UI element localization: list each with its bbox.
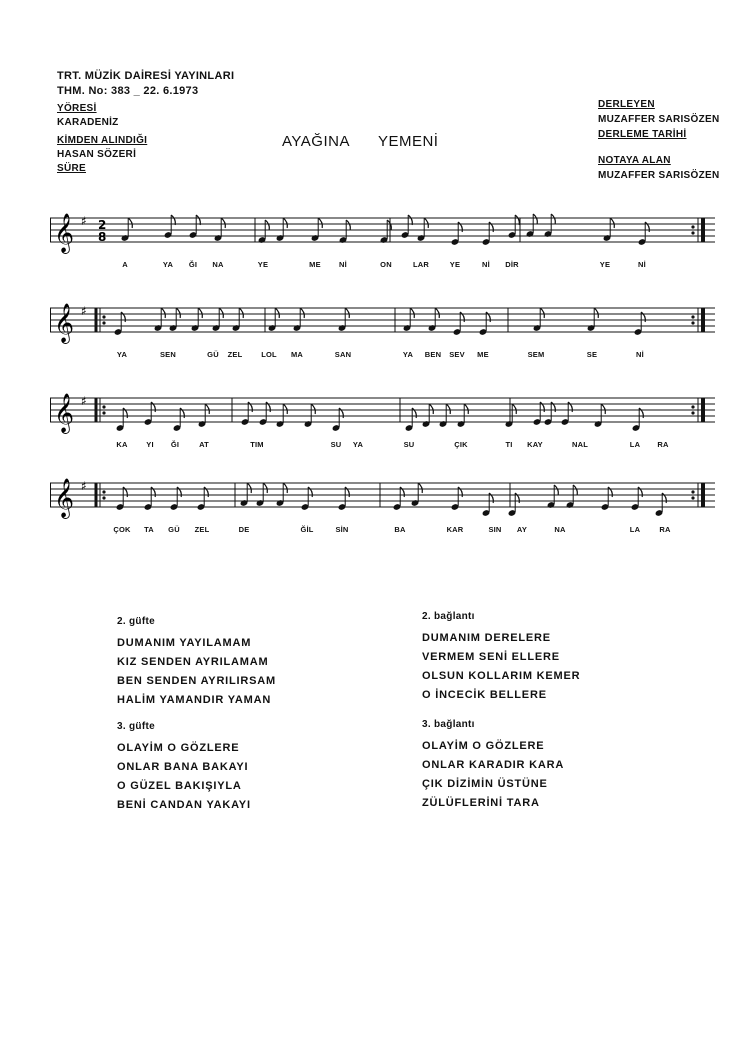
verse-line: OLAYİM O GÖZLERE	[117, 742, 240, 754]
note-flag	[128, 218, 132, 228]
lyric-syllable: SIN	[488, 525, 502, 534]
lyric-syllable: BEN	[424, 350, 442, 359]
time-signature-denominator: 8	[98, 230, 107, 244]
lyric-syllable: ZEL	[227, 350, 243, 359]
music-staff	[50, 475, 715, 523]
lyric-syllable: TI	[505, 440, 513, 449]
compiler-label: DERLEYEN	[598, 99, 655, 110]
verse-line: DUMANIM YAYILAMAM	[117, 637, 252, 649]
note-flag	[283, 218, 287, 228]
lyric-syllable: KA	[116, 440, 128, 449]
lyric-syllable: MA	[290, 350, 304, 359]
note-flag	[283, 404, 287, 414]
note-flag	[318, 218, 322, 228]
note-flag	[610, 218, 614, 228]
repeat-dot	[691, 225, 694, 228]
lyric-syllable: RA	[659, 525, 671, 534]
lyric-syllable: YA	[116, 350, 128, 359]
verse-line: ÇIK DİZİMİN ÜSTÜNE	[422, 778, 548, 790]
note-flag	[283, 483, 287, 493]
lyric-syllable: LA	[629, 525, 641, 534]
verse-line: O İNCECİK BELLERE	[422, 689, 547, 701]
lyric-syllable: Nİ	[339, 260, 347, 269]
repeat-dot	[691, 490, 694, 493]
note-flag	[551, 214, 555, 224]
key-sharp-icon: ♯	[81, 214, 87, 228]
lyric-syllable: AY	[516, 525, 528, 534]
lyric-syllable: KAR	[446, 525, 464, 534]
compile-date-label: DERLEME TARİHİ	[598, 129, 687, 140]
repeat-dot	[691, 321, 694, 324]
note-flag	[176, 308, 180, 318]
note-flag	[345, 308, 349, 318]
lyric-syllable: NA	[554, 525, 566, 534]
lyric-row	[50, 440, 715, 452]
note-flag	[205, 404, 209, 414]
lyric-syllable: NA	[212, 260, 224, 269]
note-flag	[573, 485, 577, 495]
note-flag	[239, 308, 243, 318]
publisher-line: TRT. MÜZİK DAİRESİ YAYINLARI	[57, 70, 235, 82]
note-flag	[221, 218, 225, 228]
verse-line: BENİ CANDAN YAKAYI	[117, 799, 251, 811]
key-sharp-icon: ♯	[81, 479, 87, 493]
lyric-syllable: ME	[477, 350, 489, 359]
lyric-syllable: LOL	[261, 350, 277, 359]
verse-line: ONLAR KARADIR KARA	[422, 759, 565, 771]
note-flag	[594, 308, 598, 318]
treble-clef-icon: 𝄞	[54, 213, 75, 253]
note-flag	[512, 404, 516, 414]
lyric-syllable: SU	[330, 440, 342, 449]
staff-system-4	[50, 475, 715, 545]
time-signature-numerator: 2	[98, 218, 107, 232]
music-staff	[50, 300, 715, 348]
key-sharp-icon: ♯	[81, 394, 87, 408]
verse-line: ZÜLÜFLERİNİ TARA	[422, 797, 540, 809]
verse-line: KIZ SENDEN AYRILAMAM	[117, 656, 269, 668]
lyric-syllable: SAN	[334, 350, 352, 359]
lyric-syllable: BA	[394, 525, 406, 534]
repeat-dot	[102, 496, 105, 499]
verse-block	[422, 715, 564, 813]
song-title	[282, 133, 466, 150]
note-flag	[247, 483, 251, 493]
repeat-dot	[691, 405, 694, 408]
treble-clef-icon: 𝄞	[54, 303, 75, 343]
repeat-dot	[102, 315, 105, 318]
verse-line: DUMANIM DERELERE	[422, 632, 551, 644]
note-flag	[446, 404, 450, 414]
note-flag	[275, 308, 279, 318]
verse-block	[422, 607, 580, 705]
staff-system-2	[50, 300, 715, 370]
lyric-syllable: ÇIK	[454, 440, 468, 449]
lyric-syllable: ĞI	[170, 440, 180, 449]
verse-heading: 3. bağlantı	[422, 719, 475, 730]
lyric-syllable: Nİ	[482, 260, 490, 269]
verse-line: ONLAR BANA BAKAYI	[117, 761, 249, 773]
staff-system-1	[50, 210, 715, 280]
repeat-dot	[691, 231, 694, 234]
note-flag	[554, 485, 558, 495]
source-value: HASAN SÖZERİ	[57, 149, 137, 160]
note-flag	[533, 214, 537, 224]
notation-value: MUZAFFER SARISÖZEN	[598, 170, 720, 181]
lyric-syllable: NAL	[571, 440, 589, 449]
lyric-syllable: YA	[162, 260, 174, 269]
lyric-syllable: LAR	[412, 260, 430, 269]
lyric-syllable: YE	[599, 260, 611, 269]
repeat-dot	[102, 490, 105, 493]
verse-line: HALİM YAMANDIR YAMAN	[117, 694, 272, 706]
music-staff	[50, 390, 715, 438]
lyric-syllable: GÜ	[168, 525, 180, 534]
lyric-syllable: ĞİL	[300, 525, 314, 534]
verse-heading: 2. bağlantı	[422, 611, 475, 622]
verse-line: VERMEM SENİ ELLERE	[422, 651, 560, 663]
note-flag	[161, 308, 165, 318]
region-value: KARADENİZ	[57, 117, 119, 128]
lyric-syllable: GÜ	[207, 350, 219, 359]
verse-line: BEN SENDEN AYRILIRSAM	[117, 675, 277, 687]
lyric-syllable: RA	[657, 440, 669, 449]
verse-line: O GÜZEL BAKIŞIYLA	[117, 780, 242, 792]
notation-label: NOTAYA ALAN	[598, 155, 671, 166]
repeat-dot	[102, 321, 105, 324]
note-flag	[219, 308, 223, 318]
lyric-syllable: SU	[403, 440, 415, 449]
note-flag	[198, 308, 202, 318]
verse-block	[117, 612, 276, 710]
treble-clef-icon: 𝄞	[54, 478, 75, 518]
lyric-syllable: ĞI	[188, 260, 198, 269]
lyric-syllable: A	[122, 260, 128, 269]
compiler-value: MUZAFFER SARISÖZEN	[598, 114, 720, 125]
verse-block	[117, 717, 251, 815]
repeat-dot	[691, 496, 694, 499]
lyric-syllable: ZEL	[194, 525, 210, 534]
title-word: AYAĞINA	[282, 133, 350, 150]
note-flag	[435, 308, 439, 318]
note-flag	[418, 483, 422, 493]
verse-heading: 2. güfte	[117, 616, 155, 627]
lyric-syllable: Nİ	[636, 350, 644, 359]
lyric-syllable: YI	[146, 440, 154, 449]
lyric-syllable: TA	[144, 525, 154, 534]
note-flag	[346, 220, 350, 230]
lyric-syllable: SEM	[527, 350, 545, 359]
repeat-dot	[102, 411, 105, 414]
lyric-syllable: DE	[238, 525, 250, 534]
note-flag	[464, 404, 468, 414]
lyric-syllable: KAY	[527, 440, 543, 449]
lyric-syllable: ÇOK	[113, 525, 131, 534]
note-flag	[429, 404, 433, 414]
lyric-row	[50, 350, 715, 362]
lyric-syllable: YE	[449, 260, 461, 269]
lyric-syllable: SEV	[449, 350, 465, 359]
lyric-syllable: Nİ	[638, 260, 646, 269]
catalog-line: THM. No: 383 _ 22. 6.1973	[57, 85, 199, 97]
repeat-dot	[691, 315, 694, 318]
lyric-syllable: AT	[199, 440, 209, 449]
verse-line: OLSUN KOLLARIM KEMER	[422, 670, 581, 682]
duration-label: SÜRE	[57, 163, 86, 174]
lyric-row	[50, 525, 715, 537]
music-staff	[50, 210, 715, 258]
verse-heading: 3. güfte	[117, 721, 155, 732]
note-flag	[311, 404, 315, 414]
lyric-syllable: ME	[309, 260, 321, 269]
lyric-syllable: ON	[380, 260, 392, 269]
source-label: KİMDEN ALINDIĞI	[57, 135, 148, 146]
header-left	[57, 70, 234, 175]
treble-clef-icon: 𝄞	[54, 393, 75, 433]
lyric-syllable: SEN	[159, 350, 177, 359]
lyric-syllable: DİR	[505, 260, 519, 269]
note-flag	[265, 220, 269, 230]
key-sharp-icon: ♯	[81, 304, 87, 318]
note-flag	[424, 218, 428, 228]
staff-system-3	[50, 390, 715, 460]
note-flag	[540, 308, 544, 318]
note-flag	[601, 404, 605, 414]
lyric-syllable: YA	[402, 350, 414, 359]
lyric-row	[50, 260, 715, 272]
header-right	[598, 99, 720, 182]
lyric-syllable: SİN	[335, 525, 349, 534]
lyric-syllable: SE	[586, 350, 598, 359]
lyric-syllable: TIM	[250, 440, 264, 449]
note-flag	[410, 308, 414, 318]
lyric-syllable: YA	[352, 440, 364, 449]
verse-line: OLAYİM O GÖZLERE	[422, 740, 545, 752]
lyric-syllable: LA	[629, 440, 641, 449]
note-flag	[387, 220, 391, 230]
note-flag	[300, 308, 304, 318]
region-label: YÖRESİ	[57, 103, 97, 114]
repeat-dot	[691, 411, 694, 414]
note-flag	[263, 483, 267, 493]
title-word: YEMENİ	[377, 133, 439, 150]
repeat-dot	[102, 405, 105, 408]
lyric-syllable: YE	[257, 260, 269, 269]
